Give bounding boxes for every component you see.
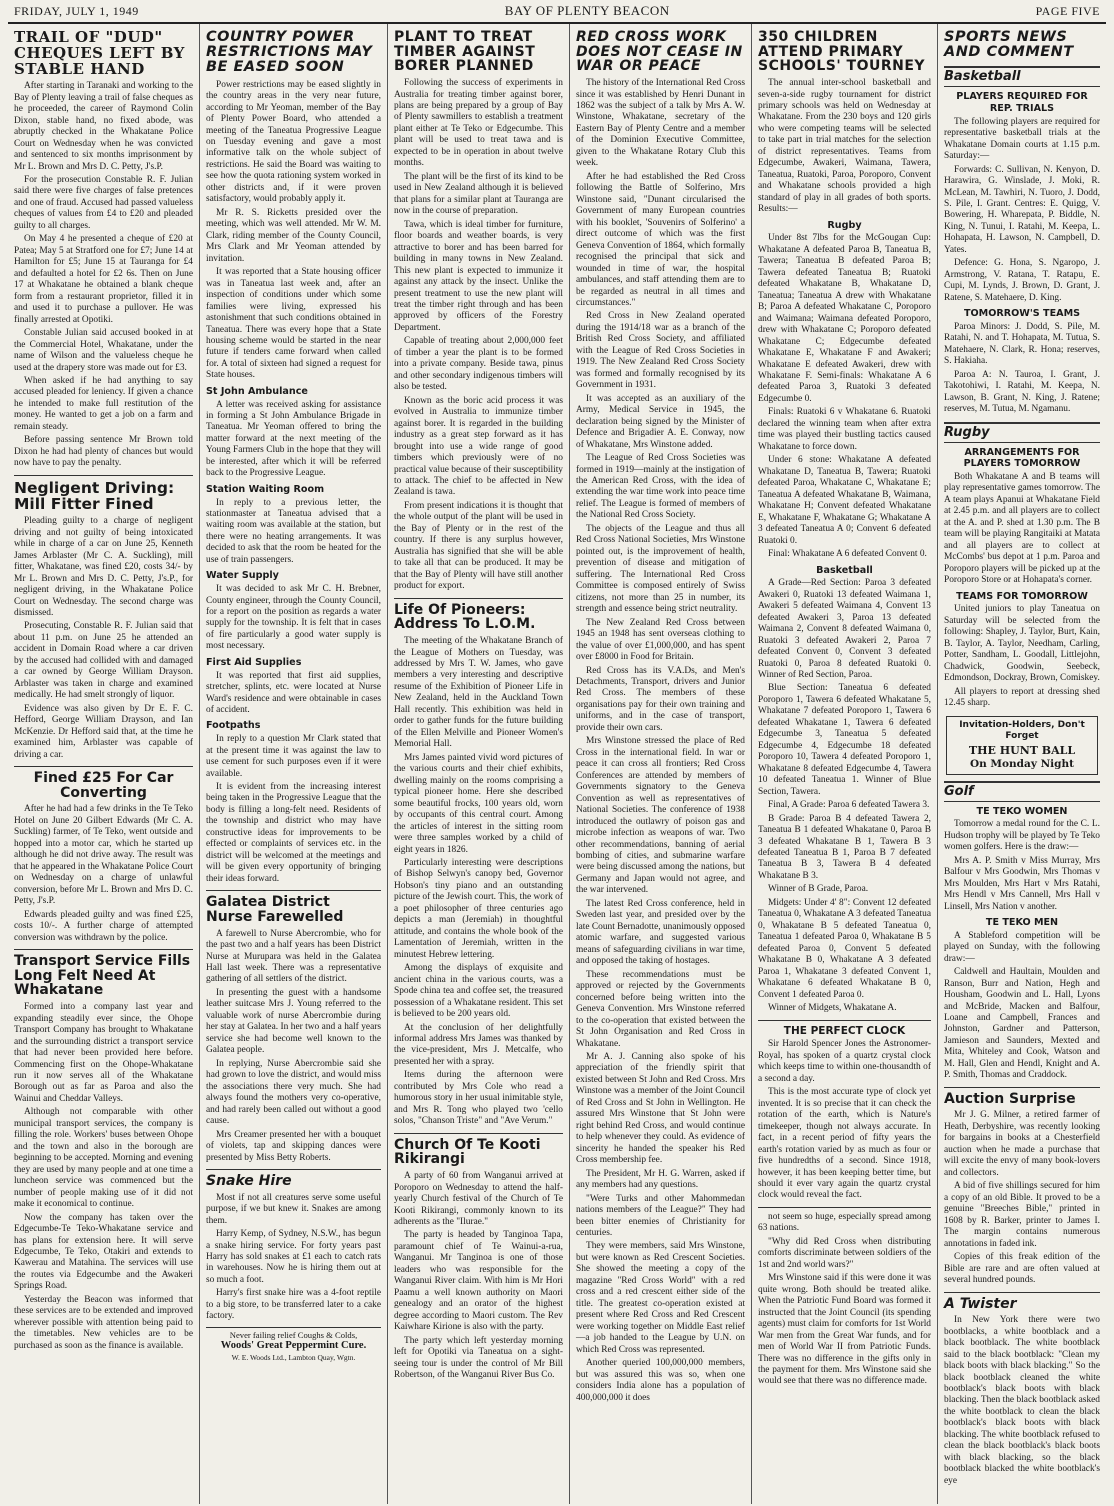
paragraph: Final, A Grade: Paroa 6 defeated Tawera 3. xyxy=(768,800,930,811)
paragraph: All players to report at dressing shed 12.45 sharp. xyxy=(944,686,1100,709)
paragraph: The annual inter-school basketball and seven-a-side rugby tournament for district primary schools was held on Wednesday at Whakatane. From the 230 boys and 120 girls who were competing teams will be selected to take part in trial matches for the selection of district representatives. Teams from Edgecumbe, Awakeri, Waimana, Tawera, Taneatua, Ruatoki, Paroa, Poroporo, Convent and Whakatane schools provided a high standard of play in all grades of both sports. Results:— xyxy=(758,78,931,215)
header-masthead: BAY OF PLENTY BEACON xyxy=(504,3,670,18)
paragraph: These recommendations must be approved or rejected by the Governments concerned before being written into the Geneva Convention. Mrs Winstone referred to the co-operation that existed between the St John Organisation and Red Cross in Whakatane. xyxy=(576,969,745,1049)
subheading: TE TEKO MEN xyxy=(985,916,1059,928)
sports-masthead: SPORTS NEWS AND COMMENT xyxy=(944,29,1074,61)
paragraph: Forwards: C. Sullivan, N. Kenyon, D. Harawira, G. Winslade, J. Moki, R. McLean, M. Tawhiri, N. Tuoro, J. Dodd, S. Pile, I. Grant. Centres: E. Quigg, V. Bowering, H. Wharepata, P. Biddle, N. King, N. Tunui, I. Ratahi, M. Keepa, L. Hohapata, H. Lawson, N. Campbell, D. Yates. xyxy=(944,164,1100,255)
paragraph: Both Whakatane A and B teams will play representative games tomorrow. The A team plays Apanui at Whakatane Field at 2.45 p.m. and all players are to collect at the A. and P. shed at 1.30 p.m. The B team will be playing Rangitaiki at Matata and all players are to collect at McCombs' bus depot at 1 p.m. Paroa and Poroporo players will be picked up at the Poroporo Store or at Hohapata's corner. xyxy=(944,471,1100,586)
paragraph: Harry Kemp, of Sydney, N.S.W., has begun a snake hiring service. For forty years past Harry has sold snakes at £1 each to catch rats in warehouses. Now he is hiring them out at so much a foot. xyxy=(206,1229,381,1285)
section-heading: Golf xyxy=(944,781,1100,802)
ad-title: THE HUNT BALL xyxy=(968,744,1076,758)
paragraph: The President, Mr H. G. Warren, asked if any members had any questions. xyxy=(576,1168,745,1191)
column-3 xyxy=(388,24,570,1504)
paragraph: A farewell to Nurse Abercrombie, who for the past two and a half years has been District Nurse at Murupara was held in the Galatea Hall last week. There was a representative gathering of all settlers of the district. xyxy=(206,928,381,985)
paragraph: Tawa, which is ideal timber for furniture, floor boards and weather boards, is very attractive to borer and has been barred for building in many towns in New Zealand. This new plant is expected to immunize it against any attack by the insect. Unlike the present treatment to use the new plant will treat the timber right through and has been approved by officers of the Forestry Department. xyxy=(394,219,563,333)
section-heading: Rugby xyxy=(944,422,1100,443)
paragraph: It was accepted as an auxiliary of the Army, Medical Service in 1945, the declaration being signed by the Minister of Defence and Brigadier A. E. Conway, now of Whakatane, Mrs Winstone added. xyxy=(576,393,745,450)
header-date: FRIDAY, JULY 1, 1949 xyxy=(14,3,139,18)
hunt-ball-advertisement xyxy=(946,716,1098,775)
paragraph: "Why did Red Cross when distributing comforts discriminate between soldiers of the 1st and 2nd world wars?" xyxy=(758,1236,931,1270)
paragraph: The following players are required for representative basketball trials at the Whakatane Domain courts at 1.15 p.m. Saturday:— xyxy=(944,116,1100,162)
paragraph: A party of 60 from Wanganui arrived at Poroporo on Wednesday to attend the half-yearly Church festival of the Church of Te Kooti Rikirangi, commonly known to its adherents as the "Ilurae." xyxy=(394,1171,563,1227)
divider xyxy=(14,766,193,767)
paragraph: "Were Turks and other Mahommedan nations members of the League?" They had been bitter enemies of Christianity for centuries. xyxy=(576,1193,745,1238)
paragraph: After he had established the Red Cross following the Battle of Solferino, Mrs Winstone said, "Dunant circularised the Government of many European countries with his booklet, 'Souvenirs of Solferino' a direct outcome of which was the first Geneva Convention of 1864, which formally recognised the principal that sick and wounded in time of war, the hospital ambulances, and staff attending them are to be regarded as neutral in all times and circumstances." xyxy=(576,171,745,308)
subheading: First Aid Supplies xyxy=(206,656,302,668)
article-headline: THE PERFECT CLOCK xyxy=(783,1024,906,1037)
paragraph: Final: Whakatane A 6 defeated Convent 0. xyxy=(768,549,927,560)
paragraph: It was reported that first aid supplies, stretcher, splints, etc. were located at Nurse Ward's residence and were obtainable in cases of accident. xyxy=(206,670,381,715)
divider xyxy=(944,1292,1100,1293)
paragraph: B Grade: Paroa B 4 defeated Tawera 2, Taneatua B 1 defeated Whakatane 0, Paroa B 3 defeated Whakatane B 1, Tawera B 3 defeated Taneatua B 1, Paroa B 7 defeated Taneatua B 3, Tawera B 4 defeated Whakatane B 3. xyxy=(758,813,931,881)
paragraph: At the conclusion of her delightfully informal address Mrs James was thanked by the vice-president, Mrs J. Metcalfe, who presented her with a spray. xyxy=(394,1022,563,1067)
ad-title: Woods' Great Peppermint Cure. xyxy=(220,1340,367,1352)
paragraph: In presenting the guest with a handsome leather suitcase Mrs J. Young referred to the valuable work of nurse Abercrombie during her stay at Galatea. In her two and a half years service she had become well known to the Galatea people. xyxy=(206,987,381,1056)
paragraph: Mrs Creamer presented her with a bouquet of violets, tap and skipping dances were presented by Miss Betty Roberts. xyxy=(206,1129,381,1163)
divider xyxy=(206,1169,381,1170)
paragraph: It is evident from the increasing interest being taken in the Progressive League that the body is filling a long-felt need. Residents of the township and district who may have constructive ideas for improvements to be effected or complaints of services etc. in the district will be welcomed at the meetings and will be given every opportunity of bringing their ideas forward. xyxy=(206,782,381,884)
paragraph: In New York there were two bootblacks, a white bootblack and a black bootblack. The white bootblack said to the black bootblack: "Clean my black boots with black blacking." So the black bootblack cleaned the white bootblack's black boots with black blacking. Then the black bootblack asked the white bootblack to clean the black bootblack's black boots with black blacking. The white bootblack refused to clean the black bootblack's black boots with black blacking, so the black bootblack blacked the white bootblack's eye xyxy=(944,1315,1100,1486)
paragraph: In reply to a question Mr Clark stated that at the present time it was against the law to use cement for such purposes even if it were available. xyxy=(206,734,381,779)
paragraph: In replying, Nurse Abercrombie said she had grown to love the district, and would miss the associations there very much. She had always found the mothers very co-operative, and had rarely been called out without a good cause. xyxy=(206,1058,381,1127)
paragraph: Yesterday the Beacon was informed that these services are to be extended and improved wherever possible with attention being paid to the timetables. New vehicles are to be purchased as soon as the finance is available. xyxy=(14,1294,193,1351)
divider xyxy=(14,949,193,950)
paragraph: Prosecuting, Constable R. F. Julian said that about 11 p.m. on June 25 he attended an accident in Domain Road where a car driven by the accused had collided with and damaged a car owned by George William Drayson. Arblaster was taken in charge and examined medically. He had smelt strongly of liquor. xyxy=(14,621,193,701)
divider xyxy=(394,1133,563,1134)
paragraph: They were members, said Mrs Winstone, but were known as Red Crescent Societies. She showed the meeting a copy of the magazine "Red Cross World" with a red cross and a red crescent either side of the title. The greatest co-operation existed at present where Red Cross and Red Crescent were working together on Middle East relief—a job handed to the League by U.N. on which Red Cross was represented. xyxy=(576,1241,745,1355)
paragraph: A Grade—Red Section: Paroa 3 defeated Awakeri 0, Ruatoki 13 defeated Waimana 1, Awakeri 5 defeated Waimana 4, Convent 13 defeated Awakeri 3, Paroa 13 defeated Waimana 2, Convent 8 defeated Waimana 0, Ruatoki 3 defeated Awakeri 2, Paroa 7 defeated Convent 0, Convent 3 defeated Ruatoki 0, Paroa 8 defeated Ruatoki 0. Winner of Red Section, Paroa. xyxy=(758,578,931,680)
article-headline: Transport Service Fills Long Felt Need At Whakatane xyxy=(14,953,191,999)
paragraph: Blue Section: Taneatua 6 defeated Poroporo 1, Tawera 6 defeated Whakatane 5, Whakatane 7 defeated Poroporo 1, Tawera 6 defeated Whakatane 1, Tawera 6 defeated Edgecumbe 3, Taneatua 5 defeated Edgecumbe 4, Edgecumbe 18 defeated Poroporo 10, Tawera 4 defeated Poroporo 1, Whakatane 8 defeated Edgecumbe 4, Tawera 10 defeated Taneatua 1. Winner of Blue Section, Tawera. xyxy=(758,683,931,797)
advertisement xyxy=(206,1327,381,1362)
column-5 xyxy=(752,24,938,1504)
column-4 xyxy=(570,24,752,1504)
paragraph: Paroa A: N. Tauroa, I. Grant, J. Takotohiwi, I. Ratahi, M. Keepa, N. Lawson, B. Grant, N. King, J. Ratene; reserves, M. Tutua, M. Ngamanu. xyxy=(944,369,1100,415)
paragraph: Paroa Minors: J. Dodd, S. Pile, M. Ratahi, N. and T. Hohapata, M. Tutua, S. Matehaere, N. Clark, R. Hona; reserves, S. Hakiaha. xyxy=(944,321,1100,367)
column-1 xyxy=(8,24,200,1504)
subheading: Water Supply xyxy=(206,570,279,582)
paragraph: It was reported that a State housing officer was in Taneatua last week and, after an inspection of conditions under which some families were living, expressed his astonishment that such conditions obtained in Taneatua. There was every hope that a State housing scheme would be started in the near future if tenders came forward when called for. A total of sixteen had signed a request for State houses. xyxy=(206,267,381,381)
paragraph: In reply to a previous letter, the stationmaster at Taneatua advised that a waiting room was available at the station, but there were no heating arrangements. It was decided to ask that the room be heated for the use of train passengers. xyxy=(206,497,381,565)
paragraph: Red Cross has its V.A.Ds, and Men's Detachments, Transport, drivers and Junior Red Cross. The members of these organisations pay for their own training and uniforms, and in the case of transport, provide their own cars. xyxy=(576,665,745,733)
paragraph: The party which left yesterday morning left for Opotiki via Taneatua on a sight-seeing tour is under the control of Mr Bill Robertson, of the Wanganui River Bus Co. xyxy=(394,1335,563,1381)
article-headline: 350 CHILDREN ATTEND PRIMARY SCHOOLS' TOURNEY xyxy=(758,29,926,75)
paragraph: Mr R. S. Ricketts presided over the meeting, which was well attended. Mr W. M. Clark, riding member of the County Council, Mrs Clark and Mr Yeoman attended by invitation. xyxy=(206,207,381,264)
paragraph: Midgets: Under 4' 8": Convent 12 defeated Taneatua 0, Whakatane A 3 defeated Taneatua 0, Whakatane B 5 defeated Taneatua 0, Taneatua 1 defeated Paroa 0, Whakatane B 5 defeated Paroa 0, Convent 5 defeated Whakatane B 0, Whakatane A 3 defeated Paroa 1, Whakatane 3 defeated Convent 1, Whakatane 6 defeated Whakatane B 0, Convent 1 defeated Paroa 0. xyxy=(758,897,931,1000)
paragraph: Mrs Winstone stressed the place of Red Cross in the international field. In war or peace it can cross all frontiers; Red Cross Conferences are attended by members of Governments signatory to the Geneva Convention as well as representatives of National Societies. The conference of 1938 introduced the outlawry of poison gas and microbe infection as weapons of war. Two other recommendations, banning of aerial bombing of cities, and submarine warfare were being discussed among the nations, but Germany and Japan would not agree, and the war intervened. xyxy=(576,736,745,896)
paragraph: The party is headed by Tanginoa Tapa, paramount chief of Te Wainui-a-rua, Wanganui. Mr Tanginoa is one of those leaders who was responsible for the Wanganui River claim. With him is Mr Hori Paamu a well known authority on Maori genealogy and an orator of the highest degree according to Maori custom. The Rev Kaiwhare Kirione is also with the party. xyxy=(394,1230,563,1333)
section-heading: Basketball xyxy=(944,66,1100,87)
ad-line: Invitation-Holders, Don't Forget xyxy=(959,719,1085,741)
paragraph: Although not comparable with other municipal transport services, the company is filling the role. Workers' buses between Ohope and the town and also in the borough are beginning to be accepted. Morning and evening they are used by many people and at one time a luncheon service was commenced but the number of people making use of it did not make it economical to continue. xyxy=(14,1107,193,1210)
subheading: TOMORROW'S TEAMS xyxy=(963,308,1081,320)
paragraph: Constable Julian said accused booked in at the Commercial Hotel, Whakatane, under the name of Wilson and the valueless cheque he used at the drapery store was made out for £3. xyxy=(14,328,193,373)
paragraph: For the prosecution Constable R. F. Julian said there were five charges of false pretences and one of fraud. Accused had passed valueless cheques of values from £4 to £20 and pleaded guilty to all charges. xyxy=(14,175,193,231)
paragraph: The plant will be the first of its kind to be used in New Zealand although it is believed that plans for a similar plant at Tauranga are now in the course of preparation. xyxy=(394,171,563,217)
paragraph: Following the success of experiments in Australia for treating timber against borer, plans are being prepared by a group of Bay of Plenty sawmillers to establish a treatment plant either at Te Teko or Edgecumbe. This plant will be used to treat tawa and is expected to be in operation in about twelve months. xyxy=(394,78,563,169)
paragraph: From present indications it is thought that the whole output of the plant will be used in the Bay of Plenty or in the rest of the country. If there is any surplus however, Australia has signified that she will be able to take all that can be produced. It may be that the Bay of Plenty will have still another product for export. xyxy=(394,500,563,592)
paragraph: The meeting of the Whakatane Branch of the League of Mothers on Tuesday, was addressed by Mrs T. W. James, who gave members a very interesting and descriptive resume of the Exhibition of Pioneer Life in New Zealand, held in the Auckland Town Hall recently. This exhibition was held in order to gather funds for the future building of the Ellen Melville and Pioneer Women's Memorial Hall. xyxy=(394,636,563,750)
header-page-number: PAGE FIVE xyxy=(1035,3,1100,18)
paragraph: Items during the afternoon were contributed by Mrs Cole who read a humorous story in her usual inimitable style, and Mrs R. Tong who played two 'cello solos, "Chanson Triste" and "Ave Verum." xyxy=(394,1070,563,1127)
paragraph: not seem so huge, especially spread among 63 nations. xyxy=(758,1211,931,1234)
divider xyxy=(206,890,381,891)
paragraph: Sir Harold Spencer Jones the Astronomer-Royal, has spoken of a quartz crystal clock which keeps time to within one-thousandth of a second a day. xyxy=(758,1039,931,1084)
subheading: St John Ambulance xyxy=(206,385,308,397)
paragraph: Most if not all creatures serve some useful purpose, if we but knew it. Snakes are among them. xyxy=(206,1192,381,1226)
subheading: PLAYERS REQUIRED FOR REP. TRIALS xyxy=(956,91,1088,114)
ad-line: W. E. Woods Ltd., Lambton Quay, Wgtn. xyxy=(231,1353,356,1363)
paragraph: Winner of B Grade, Paroa. xyxy=(768,884,869,895)
paragraph: Mr A. J. Canning also spoke of his appreciation of the friendly spirit that existed between St John and Red Cross. Mrs Winstone was a member of the Joint Council of Red Cross and St John in Wellington. He assured Mrs Winstone that St John were right behind Red Cross, and would continue to help whenever they could. As evidence of sincerity he handed the speaker his Red Cross membership fee. xyxy=(576,1051,745,1166)
paragraph: Now the company has taken over the Edgecumbe-Te Teko-Whakatane service and has plans for extension here. It will serve Edgecumbe, Te Teko, Otakiri and extends to Kawerau and Matahina. The services will use the routes via Edgecumbe and the Awakeri Springs Road. xyxy=(14,1212,193,1292)
paragraph: Capable of treating about 2,000,000 feet of timber a year the plant is to be formed into a private company. Beside tawa, pinus and other secondary indigenous timbers will also be tested. xyxy=(394,336,563,393)
columns xyxy=(8,24,1106,1504)
paragraph: Edwards pleaded guilty and was fined £25, costs 10/-. A further charge of attempted conversion was withdrawn by the police. xyxy=(14,909,193,943)
paragraph: Mrs James painted vivid word pictures of the various courts and their chief exhibits, dwelling mainly on the rooms comprising a typical pioneer home. Here she described some beautiful frocks, 100 years old, worn by occupants of this central court. Among the articles of interest in the sitting room were three samples worked by a child of eight years in 1826. xyxy=(394,752,563,855)
paragraph: When asked if he had anything to say accused pleaded for leniency. If given a chance he intended to make full restitution of the money. He wanted to get a job on a farm and remain steady. xyxy=(14,375,193,432)
paragraph: Harry's first snake hire was a 4-foot reptile to a big store, to be transferred later to a cake factory. xyxy=(206,1288,381,1322)
article-headline: COUNTRY POWER RESTRICTIONS MAY BE EASED SOON xyxy=(206,29,373,76)
paragraph: Winner of Midgets, Whakatane A. xyxy=(768,1003,897,1014)
article-headline: Life Of Pioneers: Address To L.O.M. xyxy=(394,601,536,633)
article-headline: RED CROSS WORK DOES NOT CEASE IN WAR OR PEACE xyxy=(576,29,743,75)
paragraph: After he had had a few drinks in the Te Teko Hotel on June 20 Gilbert Edwards (Mr C. A. Suckling) farmer, of Te Teko, went outside and hopped into a motor car, which he started up although he did not drive away. The result was that he appeared in the Whakatane Police Court on Wednesday on a charge of unlawful conversion, before Mr L. Brown and Mrs D. C. Petty, J's.P. xyxy=(14,804,193,907)
paragraph: Particularly interesting were descriptions of Bishop Selwyn's canopy bed, Governor Hobson's tiny piano and an outstanding picture of the Jewish court. This, the work of a poet philosopher of three centuries ago depicts a man (Jeremiah) in thoughtful attitude, and contains the whole book of the Lamentation of Jeremiah, written in the minutest Hebrew lettering. xyxy=(394,857,563,960)
article-headline: PLANT TO TREAT TIMBER AGAINST BORER PLANNED xyxy=(394,29,536,75)
paragraph: Power restrictions may be eased slightly in the country areas in the very near future, according to Mr Yeoman, member of the Bay of Plenty Power Board, who attended a meeting of the Taneatua Progressive League on Tuesday evening and gave a most informative talk on the whole subject of restrictions. He said the Board was waiting to see how the quota rationing system worked in other districts and, if it were proven satisfactory, would probably apply it. xyxy=(206,79,381,205)
paragraph: It was decided to ask Mr C. H. Brebner, County engineer, through the County Council, for a report on the position as regards a water supply for the township. It is felt that in cases of fire particularly a good water supply is most necessary. xyxy=(206,584,381,652)
subheading: Footpaths xyxy=(206,720,261,732)
paragraph: Evidence was also given by Dr E. F. C. Hefford, George William Drayson, and Ian McKenzie. Dr Hefford said that, at the time he examined him, Arblaster was capable of driving a car. xyxy=(14,703,193,760)
paragraph: Caldwell and Haultain, Moulden and Ranson, Burr and Nation, Hegh and Housham, Goodwin and L. Hall, Lyons and McBride, Macken and Balfour, Loane and Campbell, Frances and Johnston, Gardner and Patterson, Jamieson and Saunders, Mexted and Mita, Whiteley and Cook, Watson and M. Hall, Glen and Hendl, Knight and A. P. Smith, Thomas and Craddock. xyxy=(944,967,1100,1081)
paragraph: Red Cross in New Zealand operated during the 1914/18 war as a branch of the British Red Cross Society, and affiliated with the League of Red Cross Societies in 1919. The New Zealand Red Cross Society was formed and formally recognised by its Government in 1931. xyxy=(576,311,745,391)
paragraph: The New Zealand Red Cross between 1945 an 1948 has sent overseas clothing to the value of over £1,000,000, and has spent over £8000 in Food for Britain. xyxy=(576,617,745,663)
subheading: Station Waiting Room xyxy=(206,483,325,495)
paragraph: The objects of the League and thus all Red Cross National Societies, Mrs Winstone pointed out, is the improvement of health, prevention of disease and mitigation of suffering. The International Red Cross Committee is composed entirely of Swiss citizens, not more than 25 in number, its strength and essence being strict neutrality. xyxy=(576,523,745,615)
article-headline: Galatea District Nurse Farewelled xyxy=(206,894,344,925)
article-headline: Snake Hire xyxy=(206,1172,292,1189)
paragraph: United juniors to play Taneatua on Saturday will be selected from the following: Shapley, J. Taylor, Burt, Kain, B. Taylor, A. Taylor, Needham, Carling, Potter, Sandham, L. Goodall, Littlejohn, Chadwick, Goodwin, Seebeck, Edmondson, Dockray, Brown, Comiskey. xyxy=(944,604,1100,684)
divider xyxy=(14,475,193,476)
article-headline: Fined £25 For Car Converting xyxy=(33,770,174,801)
paragraph: Tomorrow a medal round for the C. L. Hudson trophy will be played by Te Teko women golfers. Here is the draw:— xyxy=(944,819,1100,853)
paragraph: A bid of five shillings secured for him a copy of an old Bible. It proved to be a genuine "Breeches Bible," printed in 1608 by R. Barker, printer to James I. The margin contains numerous annotations in faded ink. xyxy=(944,1181,1100,1249)
paragraph: The history of the International Red Cross since it was established by Henri Dunant in 1862 was the subject of a talk by Mrs A. W. Winstone, Whakatane, secretary of the Eastern Bay of Plenty Centre and a member of the Dominion Executive Committee, given to the Whakatane Rotary Club this week. xyxy=(576,78,745,169)
subheading: TEAMS FOR TOMORROW xyxy=(956,590,1088,602)
paragraph: A Stableford competition will be played on Sunday, with the following draw:— xyxy=(944,930,1100,964)
subheading: Rugby xyxy=(827,219,862,231)
paragraph: Before passing sentence Mr Brown told Dixon he had had plenty of chances but would now have to pay the penalty. xyxy=(14,435,193,469)
subheading: TE TEKO WOMEN xyxy=(976,805,1068,817)
divider xyxy=(394,598,563,599)
paragraph: Copies of this freak edition of the Bible are rare and are often valued at several hundred pounds. xyxy=(944,1252,1100,1286)
paragraph: Formed into a company last year and expanding steadily ever since, the Ohope Transport Company has brought to Whakatane and the surrounding district a transport service that had never been provided here before. Commencing first on the Ohope-Whakatane run it now serves all of the Whakatane Borough out as far as Paroa and also the Wainui and Cheddar Valleys. xyxy=(14,1002,193,1104)
divider xyxy=(758,1207,931,1208)
paragraph: On May 4 he presented a cheque of £20 at Patea; May 5 at Stratford one for £7; June 14 at Hamilton for £5; June 15 at Tauranga for £4 and defaulted a hotel for £2 6s. Then on June 17 at Whakatane he obtained a blank cheque form from a restaurant proprietor, filled it in and used it to purchase a pullover. He was finally arrested at Opotiki. xyxy=(14,234,193,325)
paragraph: Defence: G. Hona, S. Ngaropo, J. Armstrong, V. Ratana, T. Ratapu, E. Cupi, M. Lynds, J. Brown, D. Grant, J. Ratene, S. Matehaere, D. King. xyxy=(944,258,1100,303)
ad-line: On Monday Night xyxy=(969,757,1074,770)
paragraph: Known as the boric acid process it was evolved in Australia to immunize timber against borer. It is regarded in the building industry as a great step forward as it has brought into use a wide range of good timbers which previously were of no practical value because of their susceptibility to attack. The chief to be affected in New Zealand is tawa. xyxy=(394,395,563,498)
article-headline: TRAIL OF "DUD" CHEQUES LEFT BY STABLE HAND xyxy=(14,28,185,78)
subheading: Basketball xyxy=(816,564,873,576)
paragraph: Mr J. G. Milner, a retired farmer of Heath, Derbyshire, was recently looking for bargains in books at a Chesterfield auction when he made a purchase that will excite the envy of many book-lovers and collectors. xyxy=(944,1110,1100,1178)
divider xyxy=(944,1087,1100,1088)
article-headline: Church Of Te Kooti Rikirangi xyxy=(394,1136,541,1168)
paragraph: Under 6 stone: Whakatane A defeated Whakatane D, Taneatua B, Tawera; Ruatoki defeated Paroa, Whakatane C, Whakatane E; Taneatua A defeated Whakatane B, Waimana, Whakatane H; Convent defeated Whakatane E, Whakatane F, Whakatane G; Whakatane A 3 defeated Taneatua A 0; Convent 6 defeated Ruatoki 0. xyxy=(758,455,931,546)
subheading: ARRANGEMENTS FOR PLAYERS TOMORROW xyxy=(963,446,1081,470)
page-header xyxy=(8,0,1106,24)
paragraph: This is the most accurate type of clock yet invented. It is so precise that it can check the rotation of the earth, which is Nature's timekeeper, though not always accurate. In fact, in a recent period of fifty years the earth's rotation varied by as much as four or five hundredths of a second. Since 1918, however, it has been keeping better time, but should it ever vary again the quartz crystal clock would reveal the fact. xyxy=(758,1087,931,1201)
ad-line: Never failing relief Coughs & Colds, xyxy=(229,1329,358,1340)
paragraph: Pleading guilty to a charge of negligent driving and not guilty of being intoxicated while in charge of a car on June 25, Kenneth James Arblaster (Mr C. A. Suckling), mill fitter, Whakatane, was fined £20, costs 34/- by Mr L. Brown and Mrs D. C. Petty, J's.P., for negligent driving, in the Whakatane Police Court on Wednesday. The second charge was dismissed. xyxy=(14,516,193,618)
paragraph: The League of Red Cross Societies was formed in 1919—mainly at the instigation of the American Red Cross, with the idea of extending the war time work into peace time relief. The League is formed of members of the National Red Cross Society. xyxy=(576,453,745,521)
paragraph: Finals: Ruatoki 6 v Whakatane 6. Ruatoki declared the winning team when after extra time was played their bustling tactics caused Whakatane to force down. xyxy=(758,407,931,452)
article-headline: Auction Surprise xyxy=(944,1090,1076,1107)
paragraph: After starting in Taranaki and working to the Bay of Plenty leaving a trail of false cheques as he proceeded, the career of Raymond Colin Dixon, stable hand, no fixed abode, was abruptly checked in the Whakatane Police Court on Wednesday when he was convicted and sentenced to six months imprisonment by Mr L. Brown and Mrs D. C. Petty, J's.P. xyxy=(14,81,193,172)
column-2 xyxy=(200,24,388,1504)
paragraph: Under 8st 7lbs for the McGougan Cup: Whakatane A defeated Paroa B, Taneatua B, Tawera; Taneatua B defeated Paroa B; Tawera defeated Taneatua B; Ruatoki defeated Whakatane B, Whakatane D, Taneatua; Taneatua A drew with Whakatane B; Paroa A defeated Whakatane C, Poroporo and Waimana; Waimana defeated Poroporo, drew with Whakatane C; Poroporo defeated Whakatane C; Edgecumbe defeated Whakatane E, Whakatane F and Awakeri; Whakatane E defeated Awakeri, drew with Whakatane F. Semi-finals: Whakatane A 6 defeated Paroa 3, Ruatoki 3 defeated Edgecumbe 0. xyxy=(758,233,931,404)
paragraph: Among the displays of exquisite and ancient china in the various courts, was a Spode china tea and coffee set, the treasured possession of a Whakatane resident. This set is believed to be 200 years old. xyxy=(394,963,563,1020)
article-headline: A Twister xyxy=(944,1295,1017,1312)
article-headline: Negligent Driving: Mill Fitter Fined xyxy=(14,478,175,513)
paragraph: The latest Red Cross conference, held in Sweden last year, and presided over by the late Count Bernadotte, unanimously opposed atomic warfare, and suggested various means of safeguarding civilians in war time, and opposed the taking of hostages. xyxy=(576,898,745,967)
paragraph: Another queried 100,000,000 members, but was assured this was so, when one considers India alone has a population of 400,000,000 it does xyxy=(576,1358,745,1403)
column-6 xyxy=(938,24,1106,1504)
paragraph: A letter was received asking for assistance in forming a St John Ambulance Brigade in Taneatua. Mr Yeoman offered to bring the matter forward at the next meeting of the Young Farmers Club in the hope that they will be interested, after which it will be referred back to the Progressive League. xyxy=(206,399,381,479)
paragraph: Mrs Winstone said if this were done it was quite wrong. Both should be treated alike. When the Patriotic Fund Board was formed it instructed that the Joint Council (its spending agents) must claim for comforts for 1st World War men from the Great War funds, and for men of World War II from Patriotic Funds. There was no difference in the gifts only in the payment for them. Mrs Winstone said she would see that there was no difference made. xyxy=(758,1273,931,1387)
paragraph: Mrs A. P. Smith v Miss Murray, Mrs Balfour v Mrs Goodwin, Mrs Thomas v Mrs Moulden, Mrs Hart v Mrs Ratahi, Mrs Hendl v Mrs Cannell, Mrs Hall v Linsell, Mrs Nation v another. xyxy=(944,855,1100,912)
divider xyxy=(758,1020,931,1021)
